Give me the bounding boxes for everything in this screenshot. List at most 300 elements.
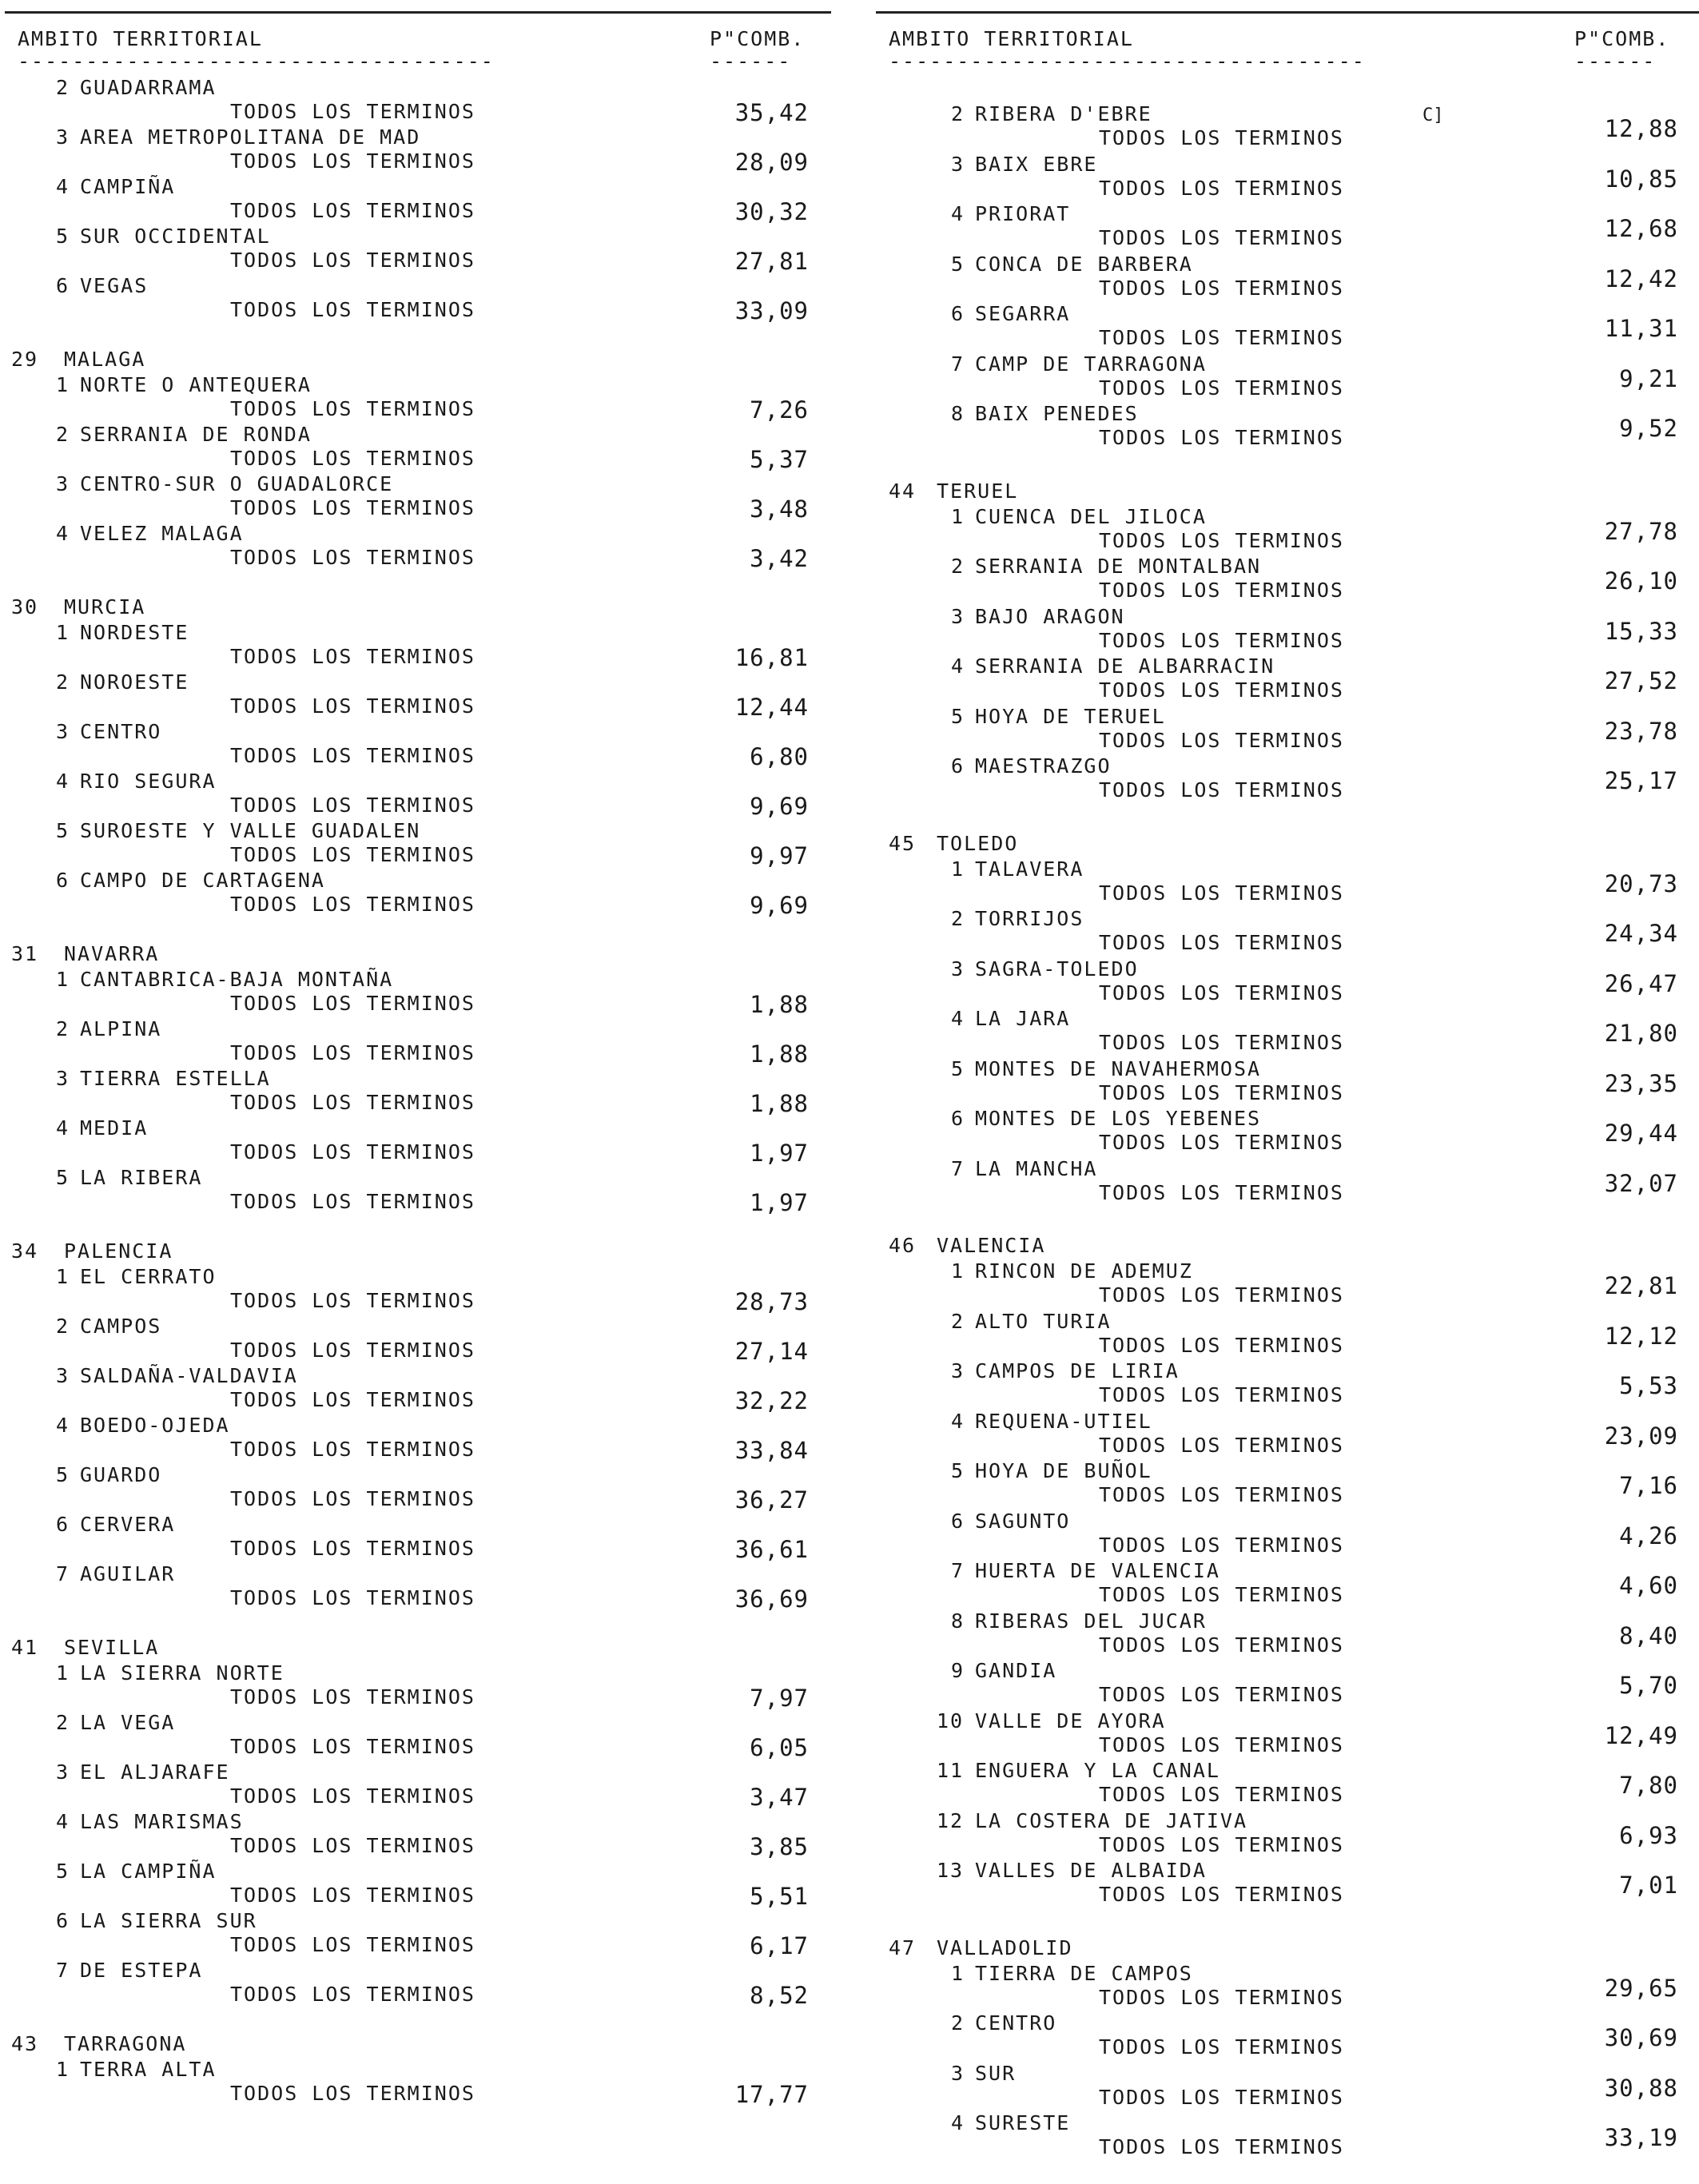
todos-los-terminos: TODOS LOS TERMINOS	[230, 843, 475, 866]
header-value-underline: ------	[710, 50, 792, 73]
comarca-number: 4	[951, 654, 965, 678]
pcomb-value: 36,61	[734, 1536, 809, 1563]
todos-los-terminos: TODOS LOS TERMINOS	[230, 1487, 475, 1510]
comarca-name: MAESTRAZGO	[975, 754, 1112, 778]
todos-los-terminos: TODOS LOS TERMINOS	[1099, 276, 1344, 300]
todos-los-terminos: TODOS LOS TERMINOS	[1099, 1333, 1344, 1357]
comarca-number: 1	[56, 968, 70, 991]
comarca-name: MEDIA	[80, 1116, 149, 1140]
pcomb-value: 12,12	[1604, 1322, 1678, 1350]
pcomb-value: 30,32	[734, 198, 809, 225]
comarca-name: LA MANCHA	[975, 1156, 1098, 1180]
comarca-name: CERVERA	[80, 1513, 176, 1536]
todos-los-terminos: TODOS LOS TERMINOS	[1099, 1783, 1344, 1806]
comarca-number: 5	[951, 704, 965, 728]
pcomb-value: 6,80	[750, 743, 809, 770]
comarca-number: 3	[56, 1364, 70, 1387]
comarca-name: CUENCA DEL JILOCA	[975, 504, 1207, 528]
pcomb-value: 4,26	[1619, 1522, 1678, 1549]
comarca-name: RIBERAS DEL JUCAR	[975, 1609, 1207, 1633]
province-number: 45	[889, 831, 917, 855]
comarca-name: VALLE DE AYORA	[975, 1709, 1166, 1732]
todos-los-terminos: TODOS LOS TERMINOS	[230, 2082, 475, 2105]
pcomb-value: 3,42	[750, 545, 809, 572]
comarca-name: LA SIERRA SUR	[80, 1909, 257, 1932]
comarca-number: 4	[951, 1007, 965, 1030]
todos-los-terminos: TODOS LOS TERMINOS	[1099, 1732, 1344, 1756]
todos-los-terminos: TODOS LOS TERMINOS	[230, 1983, 475, 2006]
comarca-name: VEGAS	[80, 274, 149, 297]
comarca-name: SALDAÑA-VALDAVIA	[80, 1364, 298, 1387]
comarca-name: SEGARRA	[975, 302, 1071, 325]
pcomb-value: 22,81	[1604, 1272, 1678, 1299]
comarca-name: SUROESTE Y VALLE GUADALEN	[80, 819, 421, 842]
pcomb-value: 12,88	[1604, 115, 1678, 142]
province-name: VALLADOLID	[937, 1935, 1073, 1959]
comarca-number: 5	[56, 1463, 70, 1486]
todos-los-terminos: TODOS LOS TERMINOS	[230, 1834, 475, 1857]
comarca-number: 1	[951, 504, 965, 528]
comarca-number: 7	[56, 1562, 70, 1585]
pcomb-value: 7,01	[1619, 1872, 1678, 1899]
province-number: 29	[11, 348, 39, 371]
comarca-name: NOROESTE	[80, 670, 189, 694]
todos-los-terminos: TODOS LOS TERMINOS	[230, 1091, 475, 1114]
todos-los-terminos: TODOS LOS TERMINOS	[1099, 1031, 1344, 1054]
comarca-number: 5	[56, 225, 70, 248]
pcomb-value: 9,69	[750, 793, 809, 820]
pcomb-value: 28,73	[734, 1288, 809, 1315]
comarca-name: SUR	[975, 2061, 1017, 2085]
comarca-name: BAIX EBRE	[975, 152, 1098, 176]
comarca-number: 12	[937, 1808, 965, 1832]
comarca-number: 7	[951, 352, 965, 376]
comarca-name: SAGUNTO	[975, 1509, 1071, 1533]
todos-los-terminos: TODOS LOS TERMINOS	[1099, 126, 1344, 149]
todos-los-terminos: TODOS LOS TERMINOS	[230, 249, 475, 272]
comarca-number: 5	[951, 252, 965, 276]
pcomb-value: 1,88	[750, 1040, 809, 1068]
todos-los-terminos: TODOS LOS TERMINOS	[1099, 1583, 1344, 1606]
comarca-number: 6	[951, 302, 965, 325]
todos-los-terminos: TODOS LOS TERMINOS	[230, 744, 475, 767]
comarca-number: 2	[56, 670, 70, 694]
todos-los-terminos: TODOS LOS TERMINOS	[230, 1289, 475, 1312]
pcomb-value: 29,65	[1604, 1974, 1678, 2002]
pcomb-value: 16,81	[734, 644, 809, 671]
comarca-name: RIBERA D'EBRE	[975, 102, 1152, 125]
todos-los-terminos: TODOS LOS TERMINOS	[230, 1933, 475, 1956]
comarca-number: 5	[951, 1056, 965, 1080]
todos-los-terminos: TODOS LOS TERMINOS	[230, 1190, 475, 1213]
comarca-number: 6	[951, 1107, 965, 1130]
comarca-name: GANDIA	[975, 1659, 1057, 1682]
comarca-number: 11	[937, 1759, 965, 1782]
comarca-name: AGUILAR	[80, 1562, 176, 1585]
comarca-name: TIERRA DE CAMPOS	[975, 1961, 1193, 1985]
comarca-name: CENTRO-SUR O GUADALORCE	[80, 472, 394, 495]
comarca-name: ALPINA	[80, 1017, 162, 1040]
todos-los-terminos: TODOS LOS TERMINOS	[1099, 2085, 1344, 2109]
pcomb-value: 8,52	[750, 1982, 809, 2009]
comarca-number: 8	[951, 402, 965, 425]
pcomb-value: 29,44	[1604, 1120, 1678, 1147]
header-value-underline: ------	[1574, 50, 1657, 73]
comarca-name: LA RIBERA	[80, 1166, 203, 1189]
pcomb-value: 10,85	[1604, 165, 1678, 193]
todos-los-terminos: TODOS LOS TERMINOS	[1099, 1283, 1344, 1307]
todos-los-terminos: TODOS LOS TERMINOS	[1099, 579, 1344, 602]
header-ambito: AMBITO TERRITORIAL	[18, 27, 263, 50]
comarca-number: 1	[56, 1661, 70, 1685]
header-underline: -----------------------------------	[889, 50, 1366, 73]
pcomb-value: 30,88	[1604, 2074, 1678, 2102]
todos-los-terminos: TODOS LOS TERMINOS	[1099, 678, 1344, 702]
todos-los-terminos: TODOS LOS TERMINOS	[1099, 1131, 1344, 1154]
comarca-name: BOEDO-OJEDA	[80, 1414, 230, 1437]
province-number: 46	[889, 1234, 917, 1257]
todos-los-terminos: TODOS LOS TERMINOS	[230, 447, 475, 470]
todos-los-terminos: TODOS LOS TERMINOS	[1099, 881, 1344, 905]
left-column	[0, 0, 831, 2184]
comarca-name: REQUENA-UTIEL	[975, 1409, 1152, 1433]
pcomb-value: 33,09	[734, 297, 809, 324]
comarca-name: MONTES DE LOS YEBENES	[975, 1107, 1262, 1130]
comarca-number: 4	[56, 175, 70, 198]
pcomb-value: 27,78	[1604, 517, 1678, 545]
todos-los-terminos: TODOS LOS TERMINOS	[1099, 376, 1344, 400]
comarca-number: 4	[56, 522, 70, 545]
comarca-number: 4	[56, 770, 70, 793]
pcomb-value: 26,47	[1604, 969, 1678, 997]
comarca-name: NORDESTE	[80, 621, 189, 644]
todos-los-terminos: TODOS LOS TERMINOS	[230, 149, 475, 173]
comarca-number: 3	[951, 957, 965, 981]
comarca-number: 3	[951, 604, 965, 628]
pcomb-value: 3,47	[750, 1784, 809, 1811]
comarca-number: 3	[56, 125, 70, 149]
todos-los-terminos: TODOS LOS TERMINOS	[1099, 2035, 1344, 2059]
comarca-number: 5	[951, 1459, 965, 1482]
province-number: 44	[889, 479, 917, 503]
comarca-number: 13	[937, 1859, 965, 1882]
province-number: 31	[11, 942, 39, 965]
comarca-name: LA COSTERA DE JATIVA	[975, 1808, 1248, 1832]
comarca-number: 5	[56, 1166, 70, 1189]
province-name: TOLEDO	[937, 831, 1019, 855]
comarca-number: 4	[56, 1414, 70, 1437]
todos-los-terminos: TODOS LOS TERMINOS	[230, 199, 475, 222]
province-name: TERUEL	[937, 479, 1019, 503]
pcomb-value: 6,17	[750, 1932, 809, 1959]
comarca-name: BAIX PENEDES	[975, 402, 1139, 425]
comarca-name: VELEZ MALAGA	[80, 522, 244, 545]
pcomb-value: 1,97	[750, 1140, 809, 1167]
comarca-name: ENGUERA Y LA CANAL	[975, 1759, 1220, 1782]
comarca-number: 2	[951, 2011, 965, 2035]
comarca-name: LA VEGA	[80, 1711, 176, 1734]
comarca-number: 6	[56, 1513, 70, 1536]
comarca-number: 3	[951, 1359, 965, 1382]
pcomb-value: 36,69	[734, 1585, 809, 1613]
comarca-name: DE ESTEPA	[80, 1959, 203, 1982]
top-rule	[5, 11, 831, 14]
todos-los-terminos: TODOS LOS TERMINOS	[230, 397, 475, 420]
pcomb-value: 9,52	[1619, 415, 1678, 442]
pcomb-value: 1,88	[750, 991, 809, 1018]
todos-los-terminos: TODOS LOS TERMINOS	[1099, 931, 1344, 954]
comarca-number: 2	[56, 1315, 70, 1338]
todos-los-terminos: TODOS LOS TERMINOS	[230, 298, 475, 321]
comarca-name: GUADARRAMA	[80, 76, 217, 99]
todos-los-terminos: TODOS LOS TERMINOS	[1099, 1832, 1344, 1856]
todos-los-terminos: TODOS LOS TERMINOS	[1099, 176, 1344, 200]
pcomb-value: 20,73	[1604, 869, 1678, 897]
todos-los-terminos: TODOS LOS TERMINOS	[1099, 1985, 1344, 2009]
todos-los-terminos: TODOS LOS TERMINOS	[230, 1586, 475, 1609]
comarca-number: 4	[56, 1116, 70, 1140]
comarca-name: CAMPIÑA	[80, 175, 176, 198]
top-rule	[876, 11, 1699, 14]
comarca-name: SERRANIA DE ALBARRACIN	[975, 654, 1275, 678]
comarca-number: 7	[951, 1156, 965, 1180]
province-name: SEVILLA	[64, 1636, 160, 1659]
todos-los-terminos: TODOS LOS TERMINOS	[1099, 1483, 1344, 1506]
province-number: 41	[11, 1636, 39, 1659]
comarca-name: HOYA DE BUÑOL	[975, 1459, 1152, 1482]
comarca-name: HUERTA DE VALENCIA	[975, 1559, 1220, 1582]
header-pcomb: P"COMB.	[710, 27, 806, 50]
comarca-number: 6	[951, 754, 965, 778]
comarca-name: CENTRO	[975, 2011, 1057, 2035]
todos-los-terminos: TODOS LOS TERMINOS	[230, 546, 475, 569]
comarca-number: 4	[951, 2111, 965, 2134]
todos-los-terminos: TODOS LOS TERMINOS	[230, 694, 475, 718]
pcomb-value: 35,42	[734, 99, 809, 126]
province-number: 43	[11, 2032, 39, 2055]
pcomb-value: 12,49	[1604, 1721, 1678, 1749]
pcomb-value: 3,48	[750, 495, 809, 523]
comarca-name: CAMP DE TARRAGONA	[975, 352, 1207, 376]
comarca-number: 6	[56, 869, 70, 892]
pcomb-value: 5,70	[1619, 1672, 1678, 1699]
pcomb-value: 1,97	[750, 1189, 809, 1216]
header-pcomb: P"COMB.	[1574, 27, 1670, 50]
pcomb-value: 9,69	[750, 892, 809, 919]
comarca-name: TIERRA ESTELLA	[80, 1067, 271, 1090]
pcomb-value: 7,97	[750, 1685, 809, 1712]
comarca-name: TALAVERA	[975, 857, 1084, 881]
province-number: 47	[889, 1935, 917, 1959]
comarca-name: LA SIERRA NORTE	[80, 1661, 284, 1685]
comarca-number: 5	[56, 1860, 70, 1883]
todos-los-terminos: TODOS LOS TERMINOS	[230, 1140, 475, 1164]
comarca-number: 2	[951, 102, 965, 125]
todos-los-terminos: TODOS LOS TERMINOS	[1099, 1683, 1344, 1706]
pcomb-value: 1,88	[750, 1090, 809, 1117]
todos-los-terminos: TODOS LOS TERMINOS	[1099, 226, 1344, 249]
pcomb-value: 30,69	[1604, 2024, 1678, 2051]
todos-los-terminos: TODOS LOS TERMINOS	[1099, 1433, 1344, 1457]
comarca-name: RIO SEGURA	[80, 770, 217, 793]
todos-los-terminos: TODOS LOS TERMINOS	[230, 992, 475, 1015]
pcomb-value: 23,09	[1604, 1422, 1678, 1450]
pcomb-value: 24,34	[1604, 920, 1678, 947]
pcomb-value: 27,52	[1604, 667, 1678, 694]
pcomb-value: 28,09	[734, 149, 809, 176]
todos-los-terminos: TODOS LOS TERMINOS	[230, 496, 475, 519]
province-number: 30	[11, 595, 39, 619]
comarca-number: 2	[56, 1711, 70, 1734]
todos-los-terminos: TODOS LOS TERMINOS	[1099, 778, 1344, 802]
pcomb-value: 7,26	[750, 396, 809, 424]
comarca-name: SERRANIA DE MONTALBAN	[975, 555, 1262, 578]
comarca-number: 1	[951, 1259, 965, 1283]
comarca-number: 10	[937, 1709, 965, 1732]
comarca-number: 9	[951, 1659, 965, 1682]
comarca-name: TERRA ALTA	[80, 2058, 217, 2081]
comarca-number: 7	[56, 1959, 70, 1982]
comarca-name: SUR OCCIDENTAL	[80, 225, 271, 248]
todos-los-terminos: TODOS LOS TERMINOS	[230, 1784, 475, 1808]
pcomb-value: 12,68	[1604, 215, 1678, 242]
comarca-number: 3	[951, 152, 965, 176]
comarca-number: 1	[56, 621, 70, 644]
todos-los-terminos: TODOS LOS TERMINOS	[230, 794, 475, 817]
comarca-number: 6	[56, 274, 70, 297]
comarca-name: EL ALJARAFE	[80, 1760, 230, 1784]
province-name: VALENCIA	[937, 1234, 1046, 1257]
todos-los-terminos: TODOS LOS TERMINOS	[230, 1041, 475, 1064]
province-name: NAVARRA	[64, 942, 160, 965]
comarca-name: VALLES DE ALBAIDA	[975, 1859, 1207, 1882]
comarca-name: SAGRA-TOLEDO	[975, 957, 1139, 981]
todos-los-terminos: TODOS LOS TERMINOS	[1099, 2135, 1344, 2158]
comarca-name: CAMPO DE CARTAGENA	[80, 869, 325, 892]
pcomb-value: 7,16	[1619, 1472, 1678, 1499]
pcomb-value: 32,07	[1604, 1169, 1678, 1197]
comarca-name: CANTABRICA-BAJA MONTAÑA	[80, 968, 394, 991]
pcomb-value: 26,10	[1604, 567, 1678, 595]
comarca-name: HOYA DE TERUEL	[975, 704, 1166, 728]
pcomb-value: 23,78	[1604, 717, 1678, 745]
pcomb-value: 12,42	[1604, 265, 1678, 292]
pcomb-value: 6,05	[750, 1734, 809, 1761]
todos-los-terminos: TODOS LOS TERMINOS	[1099, 1180, 1344, 1204]
comarca-name: PRIORAT	[975, 202, 1071, 225]
comarca-name: CONCA DE BARBERA	[975, 252, 1193, 276]
comarca-name: SURESTE	[975, 2111, 1071, 2134]
todos-los-terminos: TODOS LOS TERMINOS	[230, 1537, 475, 1560]
pcomb-value: 21,80	[1604, 1020, 1678, 1047]
province-name: MALAGA	[64, 348, 146, 371]
pcomb-value: 12,44	[734, 694, 809, 721]
comarca-name: LA JARA	[975, 1007, 1071, 1030]
todos-los-terminos: TODOS LOS TERMINOS	[230, 645, 475, 668]
comarca-number: 4	[56, 1810, 70, 1833]
pcomb-value: 9,97	[750, 842, 809, 869]
comarca-name: SERRANIA DE RONDA	[80, 423, 312, 446]
comarca-name: AREA METROPOLITANA DE MAD	[80, 125, 421, 149]
todos-los-terminos: TODOS LOS TERMINOS	[230, 1339, 475, 1362]
pcomb-value: 33,19	[1604, 2124, 1678, 2151]
todos-los-terminos: TODOS LOS TERMINOS	[1099, 528, 1344, 552]
province-name: TARRAGONA	[64, 2032, 187, 2055]
right-column	[871, 0, 1699, 2184]
comarca-number: 3	[56, 1760, 70, 1784]
comarca-number: 2	[56, 1017, 70, 1040]
comarca-number: 2	[951, 1309, 965, 1333]
pcomb-value: 33,84	[734, 1437, 809, 1464]
todos-los-terminos: TODOS LOS TERMINOS	[1099, 728, 1344, 752]
comarca-name: LAS MARISMAS	[80, 1810, 244, 1833]
pcomb-value: 11,31	[1604, 315, 1678, 342]
comarca-number: 2	[56, 423, 70, 446]
comarca-number: 3	[56, 720, 70, 743]
comarca-number: 3	[951, 2061, 965, 2085]
pcomb-value: 8,40	[1619, 1621, 1678, 1649]
comarca-number: 8	[951, 1609, 965, 1633]
pcomb-value: 9,21	[1619, 364, 1678, 392]
comarca-number: 6	[951, 1509, 965, 1533]
pcomb-value: 23,35	[1604, 1069, 1678, 1097]
pcomb-value: 5,51	[750, 1883, 809, 1910]
pcomb-value: 5,37	[750, 446, 809, 473]
comarca-name: MONTES DE NAVAHERMOSA	[975, 1056, 1262, 1080]
todos-los-terminos: TODOS LOS TERMINOS	[1099, 1883, 1344, 1906]
pcomb-value: 17,77	[734, 2081, 809, 2108]
pcomb-value: 4,60	[1619, 1572, 1678, 1599]
pcomb-value: 36,27	[734, 1486, 809, 1514]
todos-los-terminos: TODOS LOS TERMINOS	[230, 1685, 475, 1709]
todos-los-terminos: TODOS LOS TERMINOS	[1099, 1080, 1344, 1104]
todos-los-terminos: TODOS LOS TERMINOS	[1099, 1633, 1344, 1657]
pcomb-value: 27,14	[734, 1338, 809, 1365]
comarca-name: CAMPOS	[80, 1315, 162, 1338]
comarca-name: NORTE O ANTEQUERA	[80, 373, 312, 396]
comarca-number: 2	[56, 76, 70, 99]
pcomb-value: 25,17	[1604, 767, 1678, 794]
comarca-name: CENTRO	[80, 720, 162, 743]
pcomb-value: 27,81	[734, 248, 809, 275]
todos-los-terminos: TODOS LOS TERMINOS	[1099, 981, 1344, 1004]
province-name: PALENCIA	[64, 1239, 173, 1263]
comarca-name: CAMPOS DE LIRIA	[975, 1359, 1180, 1382]
todos-los-terminos: TODOS LOS TERMINOS	[230, 1735, 475, 1758]
comarca-number: 2	[951, 907, 965, 930]
header-underline: -----------------------------------	[18, 50, 495, 73]
comarca-number: 2	[951, 555, 965, 578]
comarca-number: 1	[951, 857, 965, 881]
pcomb-value: 6,93	[1619, 1821, 1678, 1849]
comarca-name: ALTO TURIA	[975, 1309, 1112, 1333]
comarca-number: 3	[56, 472, 70, 495]
comarca-number: 1	[56, 2058, 70, 2081]
comarca-name: RINCON DE ADEMUZ	[975, 1259, 1193, 1283]
comarca-name: EL CERRATO	[80, 1265, 217, 1288]
pcomb-value: 3,85	[750, 1833, 809, 1860]
pcomb-value: 15,33	[1604, 617, 1678, 645]
todos-los-terminos: TODOS LOS TERMINOS	[230, 1884, 475, 1907]
comarca-number: 1	[951, 1961, 965, 1985]
comarca-number: 4	[951, 1409, 965, 1433]
comarca-name: TORRIJOS	[975, 907, 1084, 930]
comarca-number: 4	[951, 202, 965, 225]
todos-los-terminos: TODOS LOS TERMINOS	[230, 100, 475, 123]
comarca-number: 3	[56, 1067, 70, 1090]
todos-los-terminos: TODOS LOS TERMINOS	[230, 893, 475, 916]
comarca-number: 6	[56, 1909, 70, 1932]
